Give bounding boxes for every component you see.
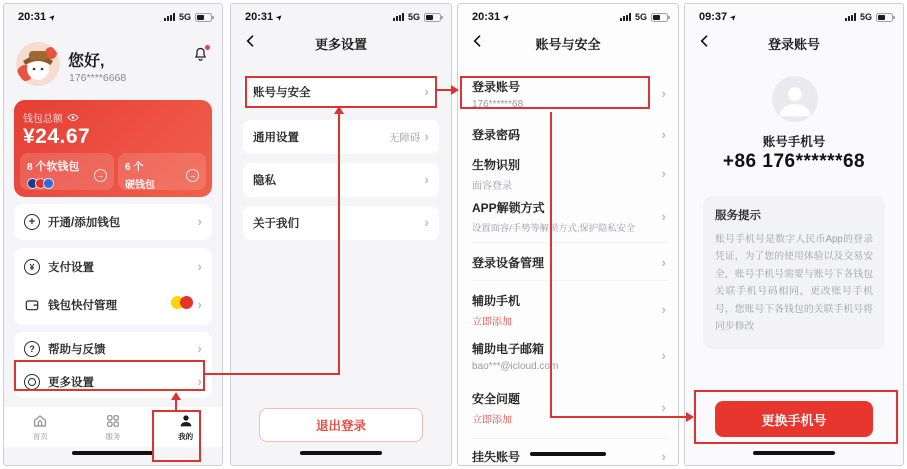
hard-wallet-label: 硬钱包 bbox=[125, 180, 155, 191]
wallet-total-label: 钱包总额 bbox=[23, 114, 63, 125]
menu-card-more bbox=[14, 332, 212, 398]
status-time: 20:31 bbox=[245, 11, 274, 23]
status-bar bbox=[472, 11, 668, 23]
signal-icon bbox=[393, 13, 404, 21]
menu-item-help-feedback[interactable] bbox=[14, 332, 212, 365]
home-indicator bbox=[753, 451, 835, 455]
chevron-right-icon bbox=[661, 126, 666, 144]
menu-card-open-wallet bbox=[14, 204, 212, 240]
home-indicator bbox=[72, 451, 154, 455]
row-login-devices[interactable] bbox=[472, 254, 666, 271]
row-sub-add-now[interactable]: 立即添加 bbox=[472, 317, 512, 328]
location-arrow-icon: ➤ bbox=[273, 11, 286, 23]
tab-label: 服务 bbox=[105, 431, 121, 441]
arrow-circle-icon bbox=[186, 169, 199, 182]
page-title: 更多设置 bbox=[314, 37, 367, 52]
battery-icon bbox=[876, 13, 893, 22]
home-indicator bbox=[530, 452, 606, 456]
battery-icon bbox=[424, 13, 441, 22]
nav-bar bbox=[685, 30, 903, 54]
row-sub: 面容登录 bbox=[472, 181, 512, 192]
row-biometrics[interactable] bbox=[472, 156, 666, 192]
network-label: 5G bbox=[859, 12, 872, 22]
row-label: 隐私 bbox=[253, 175, 276, 187]
notification-dot bbox=[205, 45, 210, 50]
row-sub-add-now[interactable]: 立即添加 bbox=[472, 415, 512, 426]
row-privacy[interactable] bbox=[243, 163, 439, 197]
network-label: 5G bbox=[634, 12, 647, 22]
more-settings-icon bbox=[24, 374, 40, 390]
soft-wallet-label: 个软钱包 bbox=[35, 161, 80, 173]
chevron-right-icon bbox=[424, 171, 429, 189]
eye-icon[interactable] bbox=[67, 113, 79, 122]
soft-wallet-count: 8 bbox=[27, 162, 33, 173]
status-bar bbox=[245, 11, 441, 23]
menu-item-open-add-wallet[interactable] bbox=[14, 204, 212, 240]
battery-icon bbox=[195, 13, 212, 22]
plus-circle-icon bbox=[24, 214, 40, 230]
hard-wallet-tile[interactable] bbox=[118, 153, 206, 190]
signal-icon bbox=[620, 13, 631, 21]
chevron-right-icon bbox=[661, 301, 666, 319]
row-sub: 设置面容/手势等解锁方式,保护隐私安全 bbox=[472, 223, 636, 233]
wallet-quickpay-icon bbox=[24, 297, 40, 313]
partner-badge-icon bbox=[180, 296, 193, 309]
network-label: 5G bbox=[178, 12, 191, 22]
network-label: 5G bbox=[407, 12, 420, 22]
chevron-right-icon bbox=[661, 254, 666, 272]
help-icon bbox=[24, 341, 40, 357]
account-number: 176****6668 bbox=[69, 72, 127, 84]
chevron-right-icon bbox=[661, 448, 666, 466]
row-label: 账号与安全 bbox=[253, 87, 311, 99]
wallet-balance: ¥24.67 bbox=[23, 125, 91, 148]
account-avatar-placeholder bbox=[772, 76, 818, 122]
notice-title: 服务提示 bbox=[715, 210, 761, 222]
location-arrow-icon: ➤ bbox=[46, 11, 59, 23]
avatar[interactable] bbox=[16, 42, 60, 86]
row-label: 登录账号 bbox=[472, 80, 521, 94]
row-label: 登录设备管理 bbox=[472, 256, 545, 270]
service-notice bbox=[703, 196, 885, 349]
home-icon bbox=[32, 413, 48, 429]
row-account-security[interactable] bbox=[243, 75, 439, 109]
location-arrow-icon: ➤ bbox=[500, 11, 513, 23]
partner-badges bbox=[171, 296, 193, 314]
menu-card-payment bbox=[14, 248, 212, 325]
row-about-us[interactable] bbox=[243, 206, 439, 240]
chevron-right-icon bbox=[197, 296, 202, 314]
profile-icon bbox=[178, 413, 194, 429]
signal-icon bbox=[164, 13, 175, 21]
chevron-right-icon bbox=[197, 373, 202, 391]
status-time: 20:31 bbox=[472, 11, 501, 23]
menu-item-payment-settings[interactable] bbox=[14, 248, 212, 286]
row-label: 通用设置 bbox=[253, 132, 299, 144]
row-security-question[interactable] bbox=[472, 390, 666, 426]
screen-more-settings bbox=[230, 3, 452, 466]
chevron-right-icon bbox=[424, 83, 429, 101]
chevron-right-icon bbox=[661, 208, 666, 226]
row-app-unlock[interactable] bbox=[472, 199, 666, 234]
location-arrow-icon: ➤ bbox=[727, 11, 740, 23]
page-title: 账号与安全 bbox=[535, 37, 601, 52]
status-time: 20:31 bbox=[18, 11, 47, 23]
chevron-right-icon bbox=[661, 85, 666, 103]
row-label: 挂失账号 bbox=[472, 450, 521, 464]
row-general-settings[interactable] bbox=[243, 120, 439, 154]
row-sub: bao***@icloud.com bbox=[472, 361, 559, 372]
row-label: 关于我们 bbox=[253, 218, 299, 230]
home-indicator bbox=[300, 451, 382, 455]
menu-item-more-settings[interactable] bbox=[14, 365, 212, 398]
notification-bell-icon[interactable] bbox=[192, 46, 210, 64]
tab-label: 首页 bbox=[32, 431, 48, 441]
notice-body: 账号手机号是数字人民币App的登录凭证，为了您的使用体验以及交易安全，账号手机号需要与账号下各钱包关联手机号码相同，更改账号手机号，您账号下各钱包的关联手机号将同步修改 bbox=[715, 234, 873, 333]
row-aux-phone[interactable] bbox=[472, 292, 666, 328]
chevron-right-icon bbox=[661, 347, 666, 365]
tab-bar bbox=[4, 407, 222, 447]
chevron-right-icon bbox=[424, 128, 429, 146]
row-label: APP解锁方式 bbox=[472, 201, 545, 215]
menu-label: 更多设置 bbox=[48, 376, 94, 389]
hard-wallet-count: 6 个 bbox=[125, 162, 144, 173]
nav-bar bbox=[231, 30, 451, 54]
chevron-right-icon bbox=[197, 258, 202, 276]
signal-icon bbox=[845, 13, 856, 21]
chevron-right-icon bbox=[197, 213, 202, 231]
status-bar bbox=[699, 11, 893, 23]
row-report-loss[interactable] bbox=[472, 448, 666, 465]
row-label: 辅助电子邮箱 bbox=[472, 342, 545, 356]
screen-account-security bbox=[457, 3, 679, 466]
row-login-account[interactable] bbox=[472, 78, 666, 110]
row-label: 登录密码 bbox=[472, 128, 521, 142]
screen-home bbox=[3, 3, 223, 466]
row-label: 生物识别 bbox=[472, 158, 521, 172]
menu-item-wallet-quickpay[interactable] bbox=[14, 286, 212, 324]
chevron-right-icon bbox=[661, 165, 666, 183]
page-title: 登录账号 bbox=[767, 37, 820, 52]
nav-bar bbox=[458, 30, 678, 54]
row-login-password[interactable] bbox=[472, 126, 666, 143]
menu-label: 开通/添加钱包 bbox=[48, 217, 121, 229]
payment-settings-icon bbox=[24, 259, 40, 275]
row-label: 安全问题 bbox=[472, 392, 521, 406]
chevron-right-icon bbox=[661, 399, 666, 417]
row-label: 辅助手机 bbox=[472, 294, 521, 308]
status-time: 09:37 bbox=[699, 11, 728, 23]
menu-label: 支付设置 bbox=[48, 262, 94, 274]
wallet-balance-card[interactable] bbox=[14, 100, 212, 197]
services-grid-icon bbox=[105, 413, 121, 429]
screen-login-account bbox=[684, 3, 904, 466]
soft-wallet-tile[interactable] bbox=[20, 153, 114, 190]
tab-label: 我的 bbox=[178, 431, 194, 441]
arrow-circle-icon bbox=[94, 169, 107, 182]
menu-label: 帮助与反馈 bbox=[48, 343, 106, 356]
battery-icon bbox=[651, 13, 668, 22]
row-aux-email[interactable] bbox=[472, 340, 666, 372]
greeting-text: 您好, bbox=[68, 53, 105, 70]
row-value: 无障碍 bbox=[388, 131, 421, 144]
status-bar bbox=[18, 11, 212, 23]
tab-home[interactable] bbox=[4, 407, 77, 447]
logout-button[interactable]: 退出登录 bbox=[259, 408, 423, 442]
phone-number: +86 176******68 bbox=[722, 151, 866, 172]
phone-label: 账号手机号 bbox=[762, 135, 826, 149]
chevron-right-icon bbox=[197, 340, 202, 358]
row-sub: 176******68 bbox=[472, 99, 524, 110]
change-phone-button[interactable]: 更换手机号 bbox=[715, 401, 873, 437]
tab-mine[interactable] bbox=[149, 407, 222, 447]
menu-label: 钱包快付管理 bbox=[48, 300, 117, 312]
tab-services[interactable] bbox=[77, 407, 150, 447]
chevron-right-icon bbox=[424, 214, 429, 232]
